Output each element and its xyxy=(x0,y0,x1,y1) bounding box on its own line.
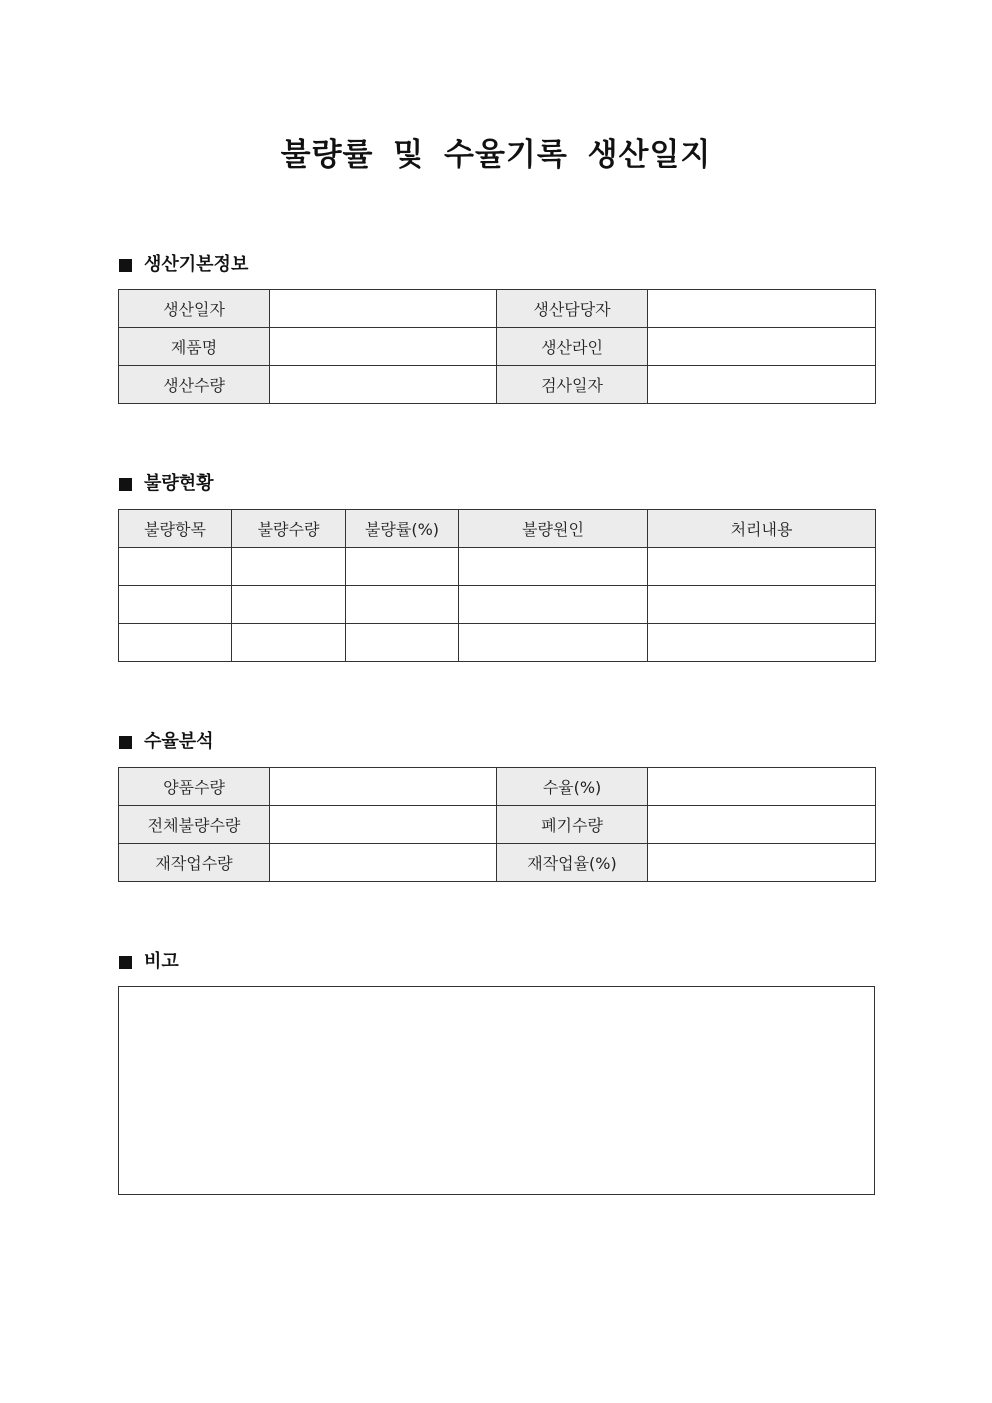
defect-cause-cell[interactable] xyxy=(459,624,648,662)
table-row xyxy=(119,290,876,328)
section-heading-label: 수율분석 xyxy=(144,731,214,752)
table-row xyxy=(119,768,876,806)
column-header-defect-item: 불량항목 xyxy=(119,510,232,548)
production-date-field[interactable] xyxy=(270,290,497,328)
defect-rate-cell[interactable] xyxy=(346,548,459,586)
column-header-defect-quantity: 불량수량 xyxy=(232,510,346,548)
table-row xyxy=(119,366,876,404)
defect-quantity-cell[interactable] xyxy=(232,548,346,586)
defect-cause-cell[interactable] xyxy=(459,586,648,624)
remarks-textarea[interactable] xyxy=(118,986,875,1195)
column-header-defect-cause: 불량원인 xyxy=(459,510,648,548)
defect-item-cell[interactable] xyxy=(119,586,232,624)
column-header-action-taken: 처리내용 xyxy=(648,510,876,548)
defect-item-cell[interactable] xyxy=(119,548,232,586)
table-row xyxy=(119,624,876,662)
defect-rate-cell[interactable] xyxy=(346,586,459,624)
defect-quantity-cell[interactable] xyxy=(232,586,346,624)
product-name-field[interactable] xyxy=(270,328,497,366)
yield-rate-field[interactable] xyxy=(648,768,876,806)
section-heading-label: 비고 xyxy=(144,951,179,972)
table-row xyxy=(119,806,876,844)
good-quantity-label: 양품수량 xyxy=(119,768,270,806)
defect-rate-cell[interactable] xyxy=(346,624,459,662)
section-heading-defects xyxy=(119,472,214,496)
good-quantity-field[interactable] xyxy=(270,768,497,806)
rework-quantity-field[interactable] xyxy=(270,844,497,882)
defect-quantity-cell[interactable] xyxy=(232,624,346,662)
section-heading-basic-info xyxy=(119,253,248,277)
square-bullet-icon xyxy=(119,736,132,749)
inspection-date-label: 검사일자 xyxy=(497,366,648,404)
basic-info-table xyxy=(118,289,876,404)
section-heading-remarks xyxy=(119,950,179,974)
production-line-field[interactable] xyxy=(648,328,876,366)
scrap-quantity-label: 폐기수량 xyxy=(497,806,648,844)
production-manager-field[interactable] xyxy=(648,290,876,328)
inspection-date-field[interactable] xyxy=(648,366,876,404)
table-header-row xyxy=(119,510,876,548)
scrap-quantity-field[interactable] xyxy=(648,806,876,844)
defects-table xyxy=(118,509,876,662)
production-line-label: 생산라인 xyxy=(497,328,648,366)
defect-cause-cell[interactable] xyxy=(459,548,648,586)
production-quantity-field[interactable] xyxy=(270,366,497,404)
section-heading-label: 생산기본정보 xyxy=(144,254,249,275)
square-bullet-icon xyxy=(119,956,132,969)
yield-analysis-table xyxy=(118,767,876,882)
total-defect-quantity-label: 전체불량수량 xyxy=(119,806,270,844)
square-bullet-icon xyxy=(119,478,132,491)
square-bullet-icon xyxy=(119,259,132,272)
rework-rate-label: 재작업율(%) xyxy=(497,844,648,882)
action-taken-cell[interactable] xyxy=(648,586,876,624)
yield-rate-label: 수율(%) xyxy=(497,768,648,806)
action-taken-cell[interactable] xyxy=(648,548,876,586)
product-name-label: 제품명 xyxy=(119,328,270,366)
section-heading-label: 불량현황 xyxy=(144,473,214,494)
table-row xyxy=(119,586,876,624)
total-defect-quantity-field[interactable] xyxy=(270,806,497,844)
table-row xyxy=(119,844,876,882)
rework-rate-field[interactable] xyxy=(648,844,876,882)
production-date-label: 생산일자 xyxy=(119,290,270,328)
column-header-defect-rate: 불량률(%) xyxy=(346,510,459,548)
table-row xyxy=(119,328,876,366)
production-quantity-label: 생산수량 xyxy=(119,366,270,404)
document-title: 불량률 및 수율기록 생산일지 xyxy=(280,137,712,173)
action-taken-cell[interactable] xyxy=(648,624,876,662)
production-manager-label: 생산담당자 xyxy=(497,290,648,328)
rework-quantity-label: 재작업수량 xyxy=(119,844,270,882)
defect-item-cell[interactable] xyxy=(119,624,232,662)
table-row xyxy=(119,548,876,586)
section-heading-yield-analysis xyxy=(119,730,214,754)
